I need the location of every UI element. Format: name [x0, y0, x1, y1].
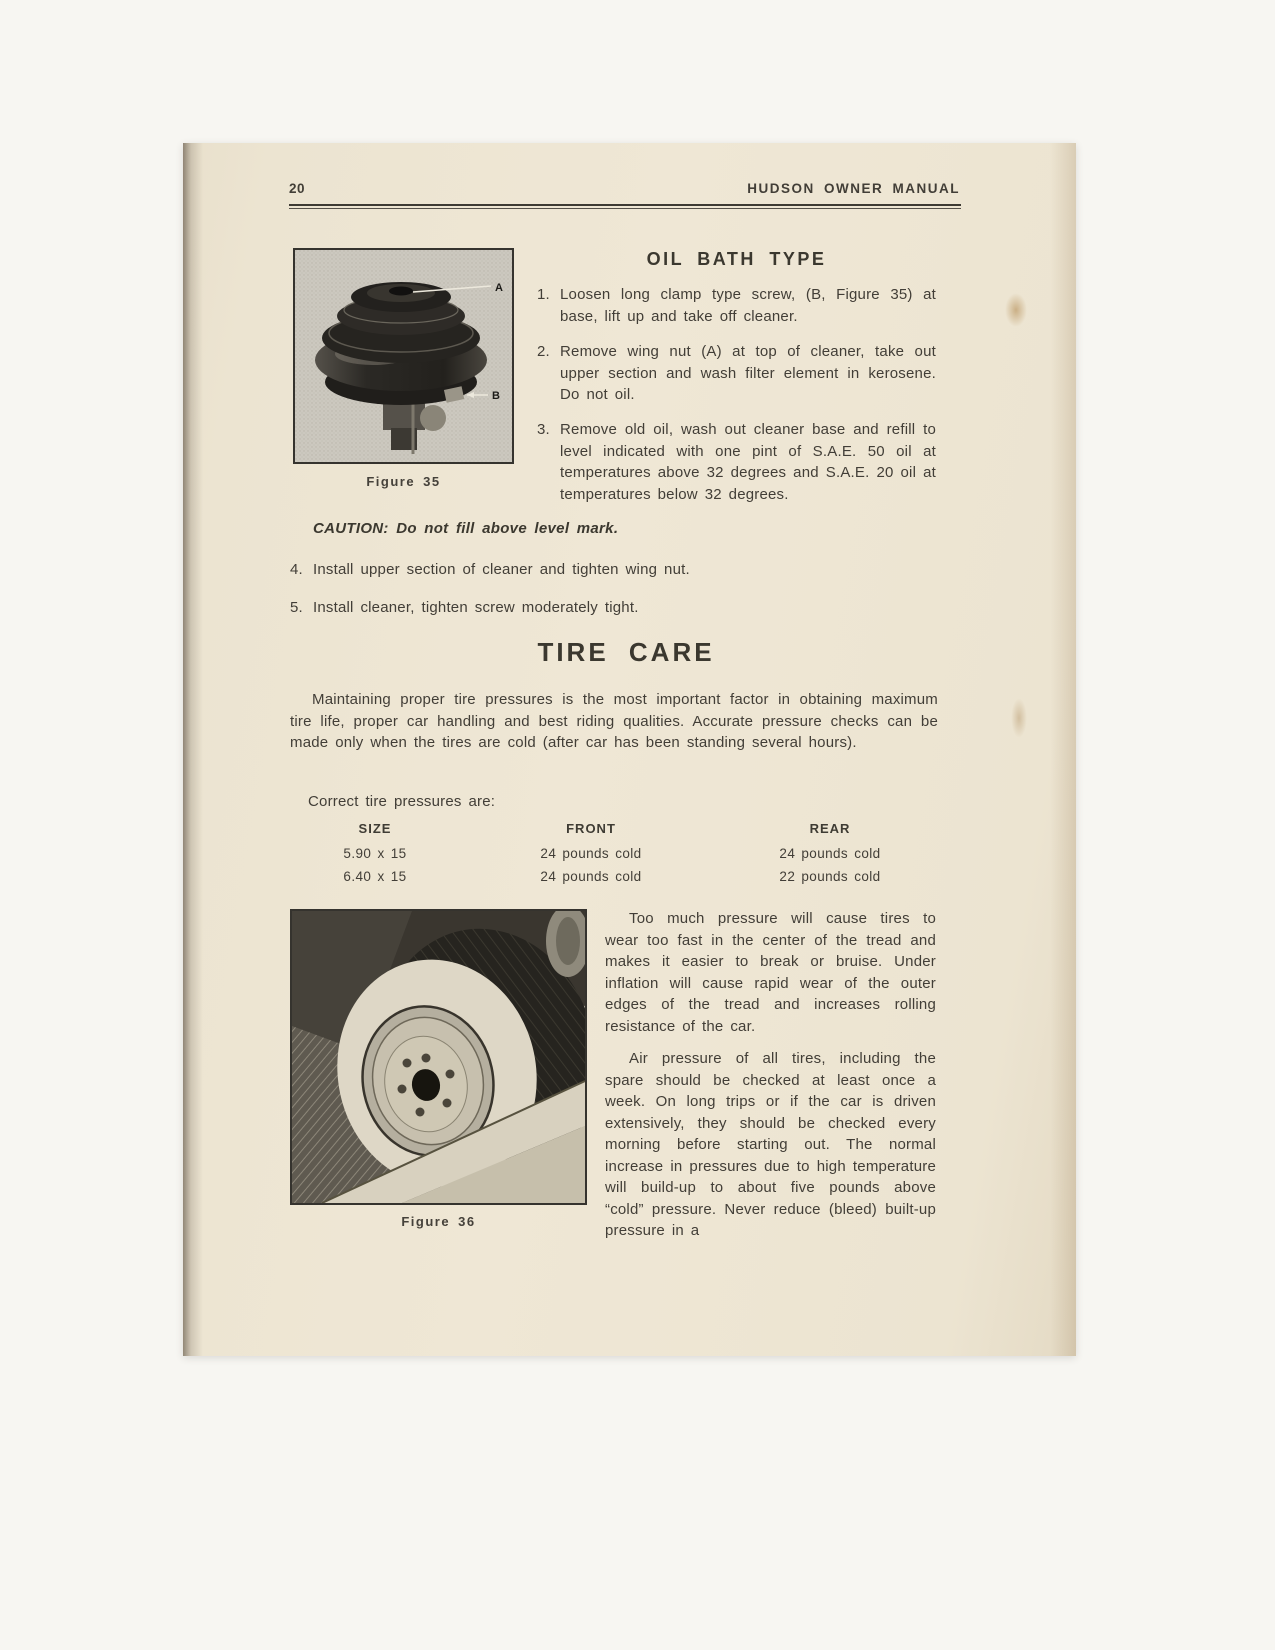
- pressure-effects-paragraph: Too much pressure will cause tires to wear too fast in the center of the tread and makes it easier to break or bruise. Under inflation will cause rapid wear of the outer edges of the tread and increases rolling resistance of the car.: [605, 910, 936, 1035]
- table-header-row: [290, 821, 938, 836]
- cell-rear: 22 pounds cold: [779, 869, 881, 884]
- figure36-tire-photo: [292, 911, 585, 1203]
- oil-bath-step-5: [290, 597, 850, 619]
- figure36-caption: Figure 36: [401, 1214, 476, 1229]
- table-row: [290, 842, 938, 865]
- step-number: 3.: [537, 421, 550, 438]
- figure35-frame: [293, 248, 514, 464]
- step-number: 4.: [290, 561, 303, 578]
- step-text: Loosen long clamp type screw, (B, Figure 35) at base, lift up and take off cleaner.: [560, 286, 936, 325]
- figure35-caption: Figure 35: [366, 474, 441, 489]
- paper-stain: [1011, 698, 1027, 738]
- step-text: Remove old oil, wash out cleaner base and refill to level indicated with one pint of S.A.E. 50 oil at temperatures above 32 degrees and S.A.E. 20 oil at temperatures below 32 degrees.: [560, 421, 936, 503]
- paper-stain: [1005, 293, 1027, 327]
- oil-bath-step-1: [537, 284, 936, 327]
- cell-size: 6.40 x 15: [343, 869, 407, 884]
- pressure-table-intro: Correct tire pressures are:: [308, 793, 496, 810]
- cell-size: 5.90 x 15: [343, 846, 407, 861]
- header-rule: [289, 204, 961, 209]
- manual-page: [183, 143, 1076, 1356]
- tire-care-intro-paragraph: Maintaining proper tire pressures is the most important factor in obtaining maximum tire life, proper car handling and best riding qualities. Accurate pressure checks can be made only when the tires are cold (after car has been standing several hours).: [290, 691, 938, 751]
- figure36-frame: [290, 909, 587, 1205]
- column-header-rear: REAR: [809, 821, 851, 836]
- running-header-title: HUDSON OWNER MANUAL: [747, 181, 960, 196]
- column-header-size: SIZE: [358, 821, 392, 836]
- cell-front: 24 pounds cold: [540, 846, 642, 861]
- oil-bath-step-2: [537, 341, 936, 406]
- table-row: [290, 865, 938, 888]
- cell-rear: 24 pounds cold: [779, 846, 881, 861]
- label-a: A: [495, 282, 503, 294]
- step-text: Install cleaner, tighten screw moderately tight.: [313, 599, 639, 616]
- cell-front: 24 pounds cold: [540, 869, 642, 884]
- step-number: 1.: [537, 286, 550, 303]
- label-b: B: [492, 390, 500, 402]
- step-number: 2.: [537, 343, 550, 360]
- tire-pressure-table: [290, 821, 938, 888]
- oil-bath-heading: OIL BATH TYPE: [646, 249, 827, 269]
- step-text: Install upper section of cleaner and tighten wing nut.: [313, 561, 690, 578]
- column-header-front: FRONT: [566, 821, 616, 836]
- figure35-air-cleaner-photo: [295, 250, 512, 462]
- oil-bath-step-3: [537, 419, 936, 505]
- caution-note: CAUTION: Do not fill above level mark.: [313, 520, 619, 537]
- oil-bath-step-4: [290, 559, 850, 581]
- page-number: 20: [289, 181, 306, 196]
- tire-care-heading: TIRE CARE: [537, 637, 715, 667]
- step-number: 5.: [290, 599, 303, 616]
- step-text: Remove wing nut (A) at top of cleaner, take out upper section and wash filter element in kerosene. Do not oil.: [560, 343, 936, 403]
- pressure-checking-paragraph: Air pressure of all tires, including the spare should be checked at least once a week. On long trips or if the car is driven extensively, they should be checked every morning before starting out. The normal increase in pressures due to high temperature will build-up to about five pounds above “cold” pressure. Never reduce (bleed) built-up pressure in a: [605, 1050, 936, 1239]
